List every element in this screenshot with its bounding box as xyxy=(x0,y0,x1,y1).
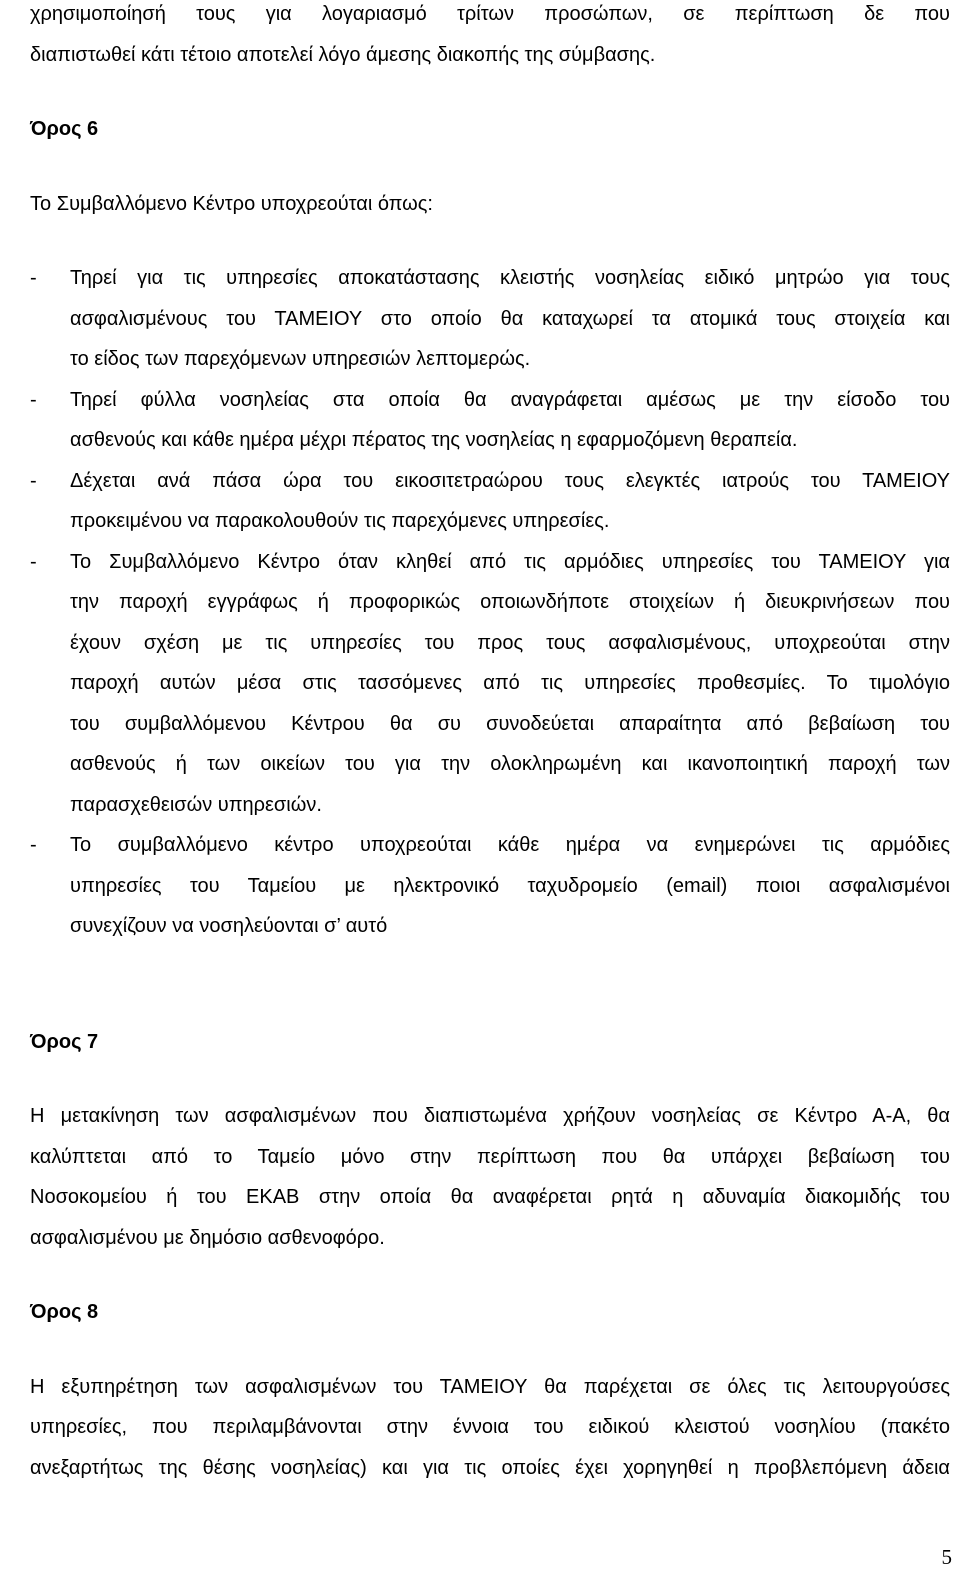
term6-item1-line3: το είδος των παρεχόμενων υπηρεσιών λεπτομερώς. xyxy=(70,348,531,370)
list-dash: - xyxy=(30,834,37,856)
term6-item5-line1: - Το συμβαλλόμενο κέντρο υποχρεούται κάθε ημέρα να ενημερώνει τις αρμόδιες xyxy=(30,825,950,866)
term6-item5-line3: συνεχίζουν να νοσηλεύονται σ’ αυτό xyxy=(70,915,388,937)
term6-item4-line1: - Το Συμβαλλόμενο Κέντρο όταν κληθεί από τις αρμόδιες υπηρεσίες του ΤΑΜΕΙΟΥ για xyxy=(30,542,950,583)
term7-line3: Νοσοκομείου ή του ΕΚΑΒ στην οποία θα αναφέρεται ρητά η αδυναμία διακομιδής του xyxy=(30,1186,950,1208)
term6-item1-line1: - Τηρεί για τις υπηρεσίες αποκατάστασης κλειστής νοσηλείας ειδικό μητρώο για τους xyxy=(30,258,950,299)
term6-item4-line3: έχουν σχέση με τις υπηρεσίες του προς τους ασφαλισμένους, υποχρεούται στην xyxy=(70,631,950,654)
term6-item3-line2: προκειμένου να παρακολουθούν τις παρεχόμενες υπηρεσίες. xyxy=(70,510,610,532)
intro-line-1: χρησιμοποίησή τους για λογαριασμό τρίτων προσώπων, σε περίπτωση δε που xyxy=(30,3,950,25)
list-dash: - xyxy=(30,469,37,492)
term6-item2-line2: ασθενούς και κάθε ημέρα μέχρι πέρατος της νοσηλείας η εφαρμοζόμενη θεραπεία. xyxy=(70,429,798,451)
term6-item4-line7: παρασχεθεισών υπηρεσιών. xyxy=(70,793,322,816)
list-dash: - xyxy=(30,388,37,411)
term6-item3-line1: - Δέχεται ανά πάσα ώρα του εικοσιτετραώρου τους ελεγκτές ιατρούς του ΤΑΜΕΙΟΥ xyxy=(30,461,950,502)
term8-heading: Όρος 8 xyxy=(30,1301,99,1323)
list-dash: - xyxy=(30,267,37,289)
list-dash: - xyxy=(30,550,37,573)
term6-item2-line1: - Τηρεί φύλλα νοσηλείας στα οποία θα αναγράφεται αμέσως με την είσοδο του xyxy=(30,380,950,421)
term7-line1: Η μετακίνηση των ασφαλισμένων που διαπιστωμένα χρήζουν νοσηλείας σε Κέντρο Α-Α, θα xyxy=(30,1105,950,1127)
term6-heading: Όρος 6 xyxy=(30,118,99,140)
term8-line3: ανεξαρτήτως της θέσης νοσηλείας) και για τις οποίες έχει χορηγηθεί η προβλεπόμενη άδεια xyxy=(30,1456,950,1479)
term6-item4-line5: του συμβαλλόμενου Κέντρου θα συ συνοδεύεται απαραίτητα από βεβαίωση του xyxy=(70,712,950,735)
intro-line-2: διαπιστωθεί κάτι τέτοιο αποτελεί λόγο άμεσης διακοπής της σύμβασης. xyxy=(30,43,656,66)
term6-item4-line4: παροχή αυτών μέσα στις τασσόμενες από τις υπηρεσίες προθεσμίες. Το τιμολόγιο xyxy=(70,672,950,694)
term8-line1: Η εξυπηρέτηση των ασφαλισμένων του ΤΑΜΕΙΟΥ θα παρέχεται σε όλες τις λειτουργούσες xyxy=(30,1375,950,1398)
page-number: 5 xyxy=(941,1545,952,1569)
term6-lead: Το Συμβαλλόμενο Κέντρο υποχρεούται όπως: xyxy=(30,192,433,215)
term8-line2: υπηρεσίες, που περιλαμβάνονται στην έννοια του ειδικού κλειστού νοσηλίου (πακέτο xyxy=(30,1416,950,1438)
term7-line4: ασφαλισμένου με δημόσιο ασθενοφόρο. xyxy=(30,1226,385,1249)
term7-line2: καλύπτεται από το Ταμείο μόνο στην περίπτωση που θα υπάρχει βεβαίωση του xyxy=(30,1145,950,1168)
term7-heading: Όρος 7 xyxy=(30,1030,99,1053)
term6-item5-line2: υπηρεσίες του Ταμείου με ηλεκτρονικό ταχυδρομείο (email) ποιοι ασφαλισμένοι xyxy=(70,874,950,897)
term6-item1-line2: ασφαλισμένους του ΤΑΜΕΙΟΥ στο οποίο θα καταχωρεί τα ατομικά τους στοιχεία και xyxy=(70,307,950,330)
term6-item4-line6: ασθενούς ή των οικείων του για την ολοκληρωμένη και ικανοποιητική παροχή των xyxy=(70,753,950,775)
document-body xyxy=(30,0,950,1488)
term6-item4-line2: την παροχή εγγράφως ή προφορικώς οποιωνδήποτε στοιχείων ή διευκρινήσεων που xyxy=(70,591,950,613)
